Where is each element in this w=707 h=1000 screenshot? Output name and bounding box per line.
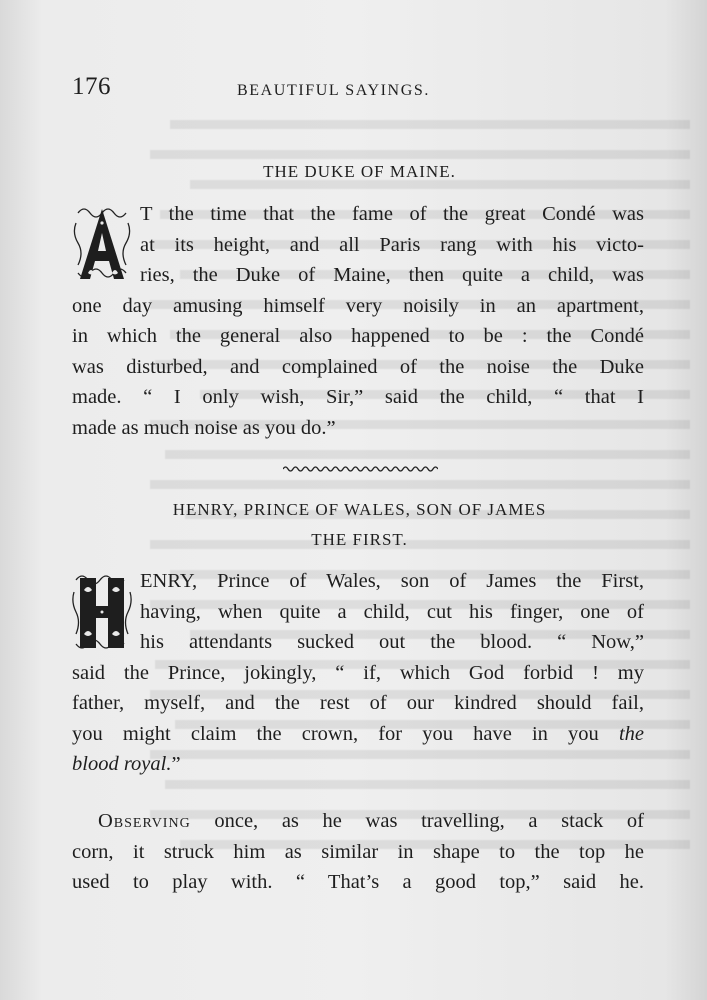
text-line: used to play with. “ That’s a good top,” said he. bbox=[72, 871, 644, 893]
text-line: father, myself, and the rest of our kindred should fail, bbox=[72, 692, 644, 714]
ornamental-letter-h-icon bbox=[72, 570, 132, 654]
paragraph-observing bbox=[72, 806, 644, 898]
text-line: was disturbed, and complained of the noise the Duke bbox=[72, 355, 644, 378]
text-line: his attendants sucked out the blood. “ Now,” bbox=[140, 631, 644, 653]
dropcap-a bbox=[72, 203, 132, 283]
emphasis-the: the bbox=[618, 722, 644, 745]
paragraph-henry-prince-of-wales bbox=[72, 566, 644, 780]
text-line: corn, it struck him as similar in shape to the top he bbox=[72, 840, 644, 863]
section-title-henry-line1: HENRY, PRINCE OF WALES, SON OF JAMES bbox=[172, 500, 547, 519]
page-header bbox=[72, 73, 647, 109]
text-line: made as much noise as you do.” bbox=[72, 416, 336, 439]
dropcap-h bbox=[72, 570, 132, 654]
text-line: ENRY, Prince of Wales, son of James the First, bbox=[140, 570, 644, 592]
lead-word: Observing bbox=[98, 810, 191, 832]
page-number: 176 bbox=[72, 73, 111, 100]
running-title: BEAUTIFUL SAYINGS. bbox=[237, 82, 430, 99]
text-line: ries, the Duke of Maine, then quite a child, was bbox=[140, 264, 644, 286]
text-line: blood royal.” bbox=[72, 753, 181, 775]
text-line: T the time that the fame of the great Condé was bbox=[140, 203, 644, 225]
text-line: you might claim the crown, for you have in you the bbox=[72, 722, 644, 745]
text-line: made. “ I only wish, Sir,” said the child, “ that I bbox=[72, 386, 644, 408]
emphasis-blood-royal: blood royal. bbox=[72, 753, 172, 775]
ornamental-letter-a-icon bbox=[72, 203, 132, 283]
text-line: in which the general also happened to be : the Condé bbox=[72, 325, 644, 347]
text-line: said the Prince, jokingly, “ if, which God forbid ! my bbox=[72, 661, 644, 684]
text-line: at its height, and all Paris rang with his victo- bbox=[140, 233, 644, 256]
ornamental-divider bbox=[283, 465, 438, 473]
paragraph-duke-of-maine bbox=[72, 199, 644, 443]
section-title-duke-of-maine: THE DUKE OF MAINE. bbox=[263, 162, 456, 181]
text-line: one day amusing himself very noisily in an apartment, bbox=[72, 294, 644, 317]
text-line: Observing once, as he was travelling, a stack of bbox=[98, 810, 644, 832]
section-title-henry-line2: THE FIRST. bbox=[311, 530, 408, 549]
text-line: having, when quite a child, cut his finger, one of bbox=[140, 600, 644, 623]
